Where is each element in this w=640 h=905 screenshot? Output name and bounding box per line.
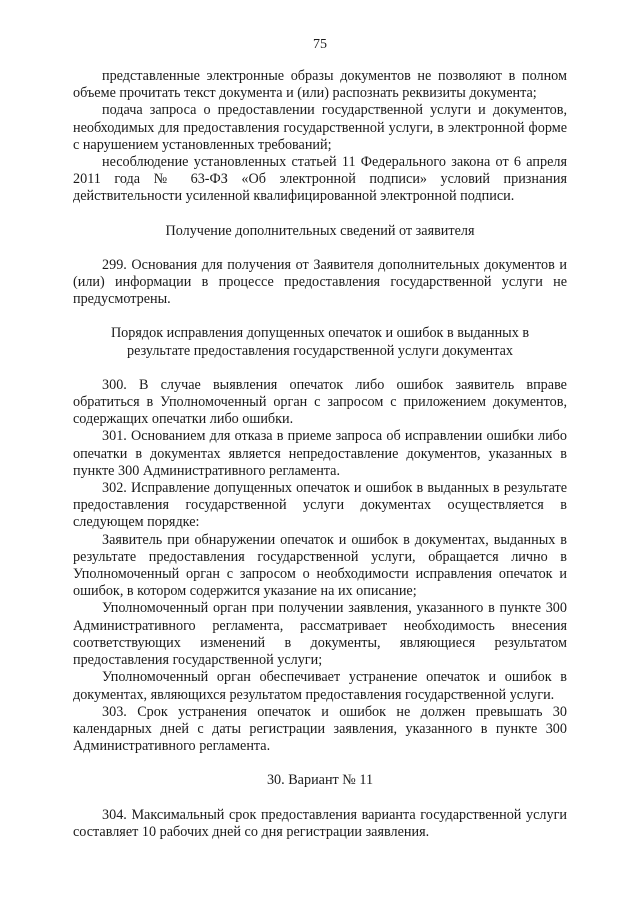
- paragraph-304: 304. Максимальный срок предоставления варианта государственной услуги составляет 10 рабочих дней со дня регистрации заявления.: [73, 806, 567, 840]
- section-heading-error-correction: Порядок исправления допущенных опечаток и ошибок в выданных в результате предоставления государственной услуги документах: [110, 325, 530, 359]
- paragraph-302-applicant: Заявитель при обнаружении опечаток и ошибок в документах, выданных в результате предоставления государственной услуги, обращается лично в Уполномоченный орган с запросом о необходимости исправления опечаток и ошибок, в котором содержится указание на их описание;: [73, 531, 567, 600]
- paragraph-302-correction: Уполномоченный орган обеспечивает устранение опечаток и ошибок в документах, являющихся результатом предоставления государственной услуги.: [73, 669, 567, 703]
- section-heading-additional-info: Получение дополнительных сведений от заявителя: [165, 222, 475, 239]
- paragraph-300: 300. В случае выявления опечаток либо ошибок заявитель вправе обратиться в Уполномоченный орган с запросом с приложением документов, содержащих опечатки либо ошибки.: [73, 376, 567, 428]
- paragraph-303: 303. Срок устранения опечаток и ошибок не должен превышать 30 календарных дней с даты регистрации заявления, указанного в пункте 300 Административного регламента.: [73, 703, 567, 755]
- paragraph-302-review: Уполномоченный орган при получении заявления, указанного в пункте 300 Административного регламента, рассматривает необходимость внесения соответствующих изменений в документы, являющиеся результатом предоставления государственной услуги;: [73, 600, 567, 669]
- document-body: [73, 68, 567, 841]
- page-number: 75: [313, 37, 327, 52]
- paragraph-invalid-images: представленные электронные образы документов не позволяют в полном объеме прочитать текст документа и (или) распознать реквизиты документа;: [73, 68, 567, 102]
- paragraph-signature-invalid: несоблюдение установленных статьей 11 Федерального закона от 6 апреля 2011 года № 63-ФЗ «Об электронной подписи» условий признания действительности усиленной квалифицированной электронной подписи.: [73, 154, 567, 205]
- paragraph-invalid-format: подача запроса о предоставлении государственной услуги и документов, необходимых для предоставления государственной услуги, в электронной форме с нарушением установленных требований;: [73, 102, 567, 153]
- section-heading-variant-11: 30. Вариант № 11: [266, 772, 374, 789]
- paragraph-302: 302. Исправление допущенных опечаток и ошибок в выданных в результате предоставления государственной услуги документах осуществляется в следующем порядке:: [73, 480, 567, 531]
- paragraph-299: 299. Основания для получения от Заявителя дополнительных документов и (или) информации в процессе предоставления государственной услуги не предусмотрены.: [73, 256, 567, 308]
- paragraph-301: 301. Основанием для отказа в приеме запроса об исправлении ошибки либо опечатки в документах является непредоставление документов, указанных в пункте 300 Административного регламента.: [73, 428, 567, 479]
